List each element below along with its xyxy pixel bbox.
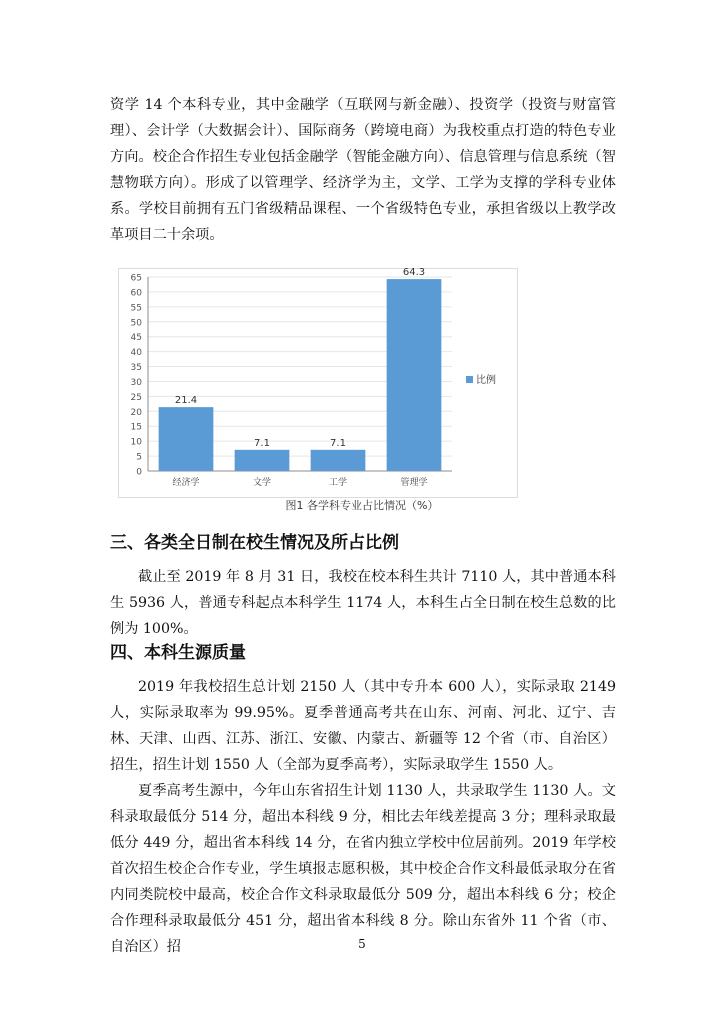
y-tick-label: 65 <box>130 273 142 284</box>
y-tick-label: 10 <box>130 437 142 448</box>
section-3-heading: 三、各类全日制在校生情况及所占比例 <box>110 533 399 553</box>
bar-3 <box>311 450 366 471</box>
bar-1 <box>159 407 214 471</box>
data-label-2: 7.1 <box>254 437 270 449</box>
y-tick-label: 5 <box>136 452 142 463</box>
bar-2 <box>235 450 290 471</box>
data-label-1: 21.4 <box>174 395 198 407</box>
chart-caption: 图1 各学科专业占比情况（%） <box>285 499 439 512</box>
y-tick-label: 50 <box>130 318 142 329</box>
y-tick-label: 35 <box>130 363 142 374</box>
x-tick-label-2: 文学 <box>252 478 272 488</box>
page-number: 5 <box>358 937 366 951</box>
legend-swatch <box>466 376 473 383</box>
data-label-4: 64.3 <box>402 268 426 279</box>
y-tick-label: 60 <box>130 288 142 299</box>
y-tick-label: 40 <box>130 348 142 359</box>
y-tick-label: 30 <box>130 377 142 388</box>
x-tick-label-3: 工学 <box>328 478 348 488</box>
y-tick-label: 25 <box>130 392 142 403</box>
y-tick-label: 0 <box>136 467 142 478</box>
y-tick-label: 20 <box>130 407 142 418</box>
subject-ratio-chart <box>118 268 518 498</box>
y-tick-label: 15 <box>130 422 142 433</box>
x-tick-label-4: 管理学 <box>400 478 428 488</box>
section-4-heading: 四、本科生源质量 <box>110 643 246 663</box>
bar-chart-svg <box>118 268 518 498</box>
section-4-paragraph-2: 夏季高考生源中，今年山东省招生计划 1130 人，共录取学生 1130 人。文科录取最低分 514 分，超出本科线 9 分，相比去年线差提高 3 分；理科录取最低分 449 分，超出省本科线 14 分，在省内独立学校中位居前列。2019 年学校首次招生校企合作专业，学生填报志愿积极，其中校企合作文科最低录取分在省内同类院校中最高，校企合作文科录取最低分 509 分，超出本科线 6 分；校企合作理科录取最低分 451 分，超出省本科线 8 分。除山东省外 11 个省（市、自治区）招 <box>110 783 616 955</box>
y-tick-label: 45 <box>130 333 142 344</box>
legend-label: 比例 <box>476 375 496 386</box>
y-tick-label: 55 <box>130 303 142 314</box>
intro-paragraph: 资学 14 个本科专业，其中金融学（互联网与新金融）、投资学（投资与财富管理）、会计学（大数据会计）、国际商务（跨境电商）为我校重点打造的特色专业方向。校企合作招生专业包括金融学（智能金融方向）、信息管理与信息系统（智慧物联方向）。形成了以管理学、经济学为主，文学、工学为支撑的学科专业体系。学校目前拥有五门省级精品课程、一个省级特色专业，承担省级以上教学改革项目二十余项。 <box>110 97 616 243</box>
section-4-paragraph-1: 2019 年我校招生总计划 2150 人（其中专升本 600 人），实际录取 2149 人，实际录取率为 99.95%。夏季普通高考共在山东、河南、河北、辽宁、吉林、天津、山西、江苏、浙江、安徽、内蒙古、新疆等 12 个省（市、自治区）招生，招生计划 1550 人（全部为夏季高考），实际录取学生 1550 人。 <box>110 679 616 773</box>
bar-4 <box>387 279 442 471</box>
x-tick-label-1: 经济学 <box>172 478 200 488</box>
section-3-paragraph: 截止至 2019 年 8 月 31 日，我校在校本科生共计 7110 人，其中普通本科生 5936 人，普通专科起点本科学生 1174 人，本科生占全日制在校生总数的比例为 100%。 <box>110 569 616 637</box>
data-label-3: 7.1 <box>330 437 346 449</box>
